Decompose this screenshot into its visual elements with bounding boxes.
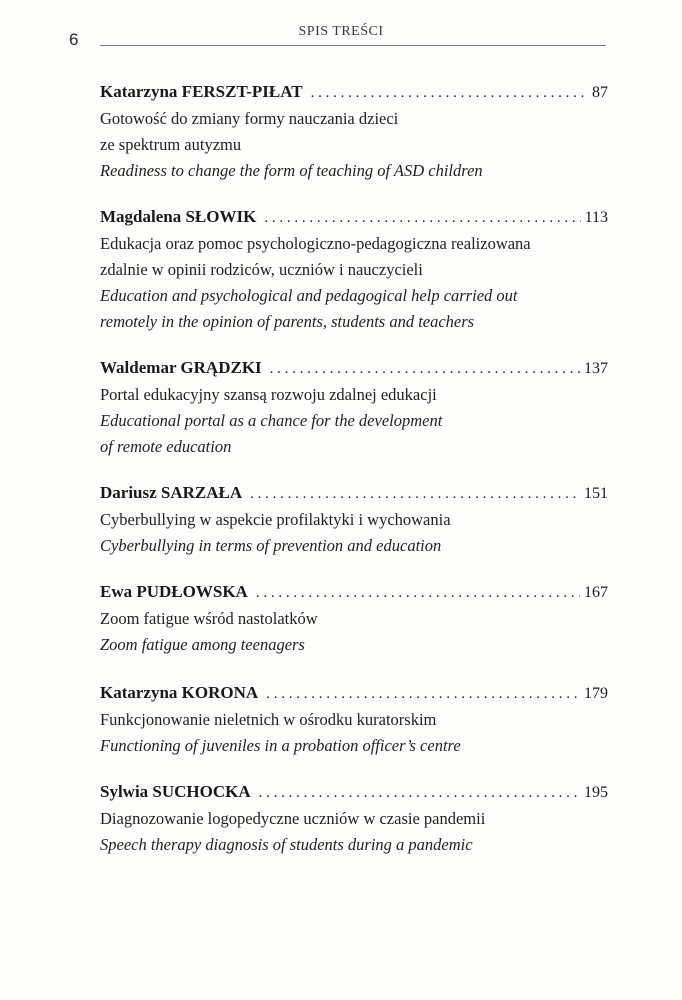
toc-entry-heading [100, 480, 608, 507]
toc-entry[interactable] [100, 680, 608, 759]
toc-title-english: Functioning of juveniles in a probation officer’s centre [100, 736, 461, 755]
toc-author: Katarzyna KORONA [100, 683, 259, 702]
toc-title-english: Education and psychological and pedagogical help carried out [100, 286, 518, 305]
toc-title-english: Zoom fatigue among teenagers [100, 635, 305, 654]
toc-entry-heading [100, 579, 608, 606]
toc-entry[interactable] [100, 779, 608, 858]
dot-leader [259, 780, 580, 806]
toc-author: Magdalena SŁOWIK [100, 207, 257, 226]
table-of-contents [100, 79, 608, 858]
toc-title-english: Educational portal as a chance for the development [100, 411, 443, 430]
toc-page-number: 113 [584, 209, 608, 226]
dot-leader [250, 481, 580, 507]
toc-author: Waldemar GRĄDZKI [100, 358, 262, 377]
header-rule [100, 45, 606, 46]
toc-entry[interactable] [100, 480, 608, 559]
dot-leader [264, 205, 580, 231]
toc-author: Sylwia SUCHOCKA [100, 782, 251, 801]
toc-entry-heading [100, 79, 608, 106]
dot-leader [270, 356, 580, 382]
toc-title-polish: Diagnozowanie logopedyczne uczniów w czasie pandemii [100, 809, 486, 828]
toc-title-polish: Funkcjonowanie nieletnich w ośrodku kuratorskim [100, 710, 437, 729]
toc-entry[interactable] [100, 579, 608, 658]
toc-page-number: 137 [584, 360, 608, 377]
toc-title-polish: Zoom fatigue wśród nastolatków [100, 609, 318, 628]
toc-entry-heading [100, 779, 608, 806]
toc-page-number: 179 [584, 685, 608, 702]
toc-entry-heading [100, 204, 608, 231]
toc-page-number: 87 [592, 84, 608, 101]
toc-title-polish: ze spektrum autyzmu [100, 135, 242, 154]
toc-title-english: Speech therapy diagnosis of students during a pandemic [100, 835, 473, 854]
toc-page-number: 195 [584, 784, 608, 801]
toc-author: Dariusz SARZAŁA [100, 483, 243, 502]
page-number: 6 [69, 30, 79, 49]
toc-title-english: Cyberbullying in terms of prevention and education [100, 536, 442, 555]
toc-entry[interactable] [100, 204, 608, 335]
toc-title-english: Readiness to change the form of teaching of ASD children [100, 161, 483, 180]
toc-title-polish: Gotowość do zmiany formy nauczania dzieci [100, 109, 399, 128]
toc-entry[interactable] [100, 79, 608, 184]
toc-title-polish: Edukacja oraz pomoc psychologiczno-pedagogiczna realizowana [100, 234, 531, 253]
toc-author: Ewa PUDŁOWSKA [100, 582, 248, 601]
toc-title-english: remotely in the opinion of parents, students and teachers [100, 312, 475, 331]
dot-leader [311, 80, 588, 106]
toc-entry-heading [100, 680, 608, 707]
dot-leader [256, 580, 580, 606]
toc-title-polish: zdalnie w opinii rodziców, uczniów i nauczycieli [100, 260, 423, 279]
toc-title-english: of remote education [100, 437, 232, 456]
toc-page-number: 167 [584, 584, 608, 601]
toc-title-polish: Cyberbullying w aspekcie profilaktyki i wychowania [100, 510, 451, 529]
dot-leader [266, 681, 580, 707]
running-head: SPIS TREŚCI [298, 24, 384, 39]
toc-entry-heading [100, 355, 608, 382]
toc-title-polish: Portal edukacyjny szansą rozwoju zdalnej edukacji [100, 385, 437, 404]
toc-page-number: 151 [584, 485, 608, 502]
toc-entry[interactable] [100, 355, 608, 460]
toc-author: Katarzyna FERSZT-PIŁAT [100, 82, 303, 101]
